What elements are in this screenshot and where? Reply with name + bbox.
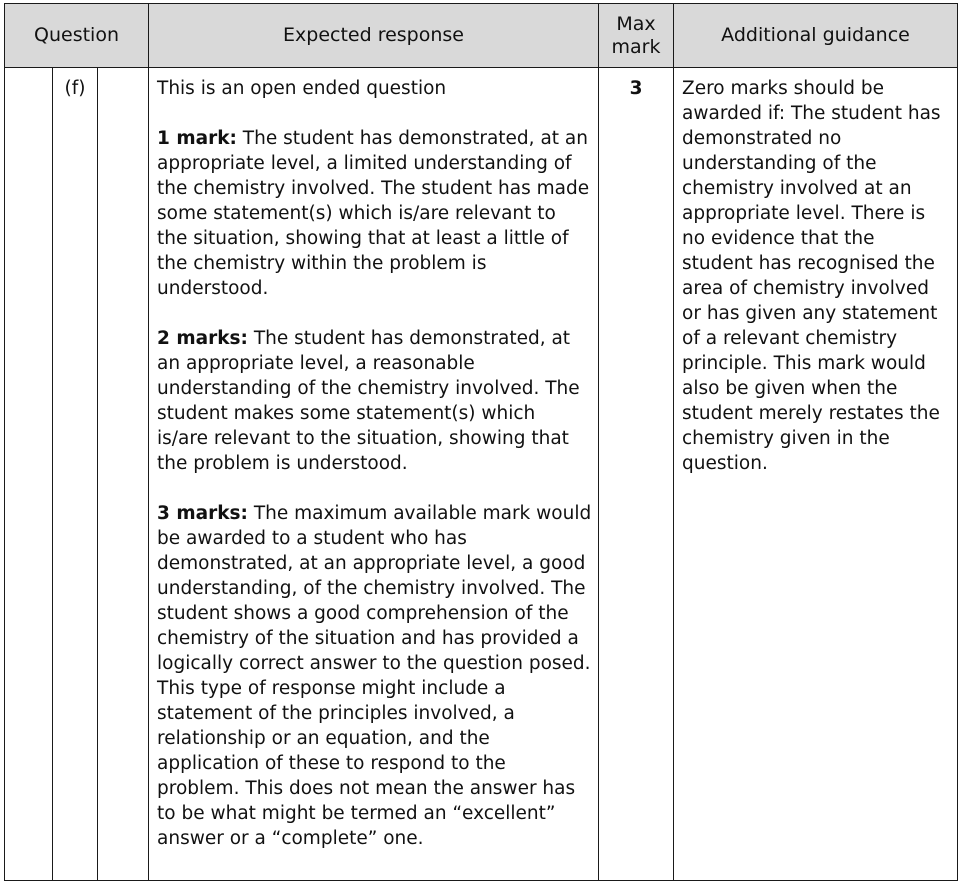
header-max-mark-line1: Max [616,12,656,35]
additional-guidance-text: Zero marks should be awarded if: The student has demonstrated no understanding of the chemistry involved at an appropriate level. There is no evidence that the student has recognised the area of chemistry involved or has given any statement of a relevant chemistry principle. This mark would also be given when the student merely restates the chemistry given in the question. [682,78,941,474]
mark-3-description [157,501,592,851]
question-part: (f) [64,78,86,99]
question-number-cell [5,68,53,881]
max-mark-cell [599,68,674,881]
mark-1-text: The student has demonstrated, at an appropriate level, a limited understanding of the chemistry involved. The student has made some statement(s) which is/are relevant to the situation, showing that at least a little of the chemistry within the problem is understood. [157,128,590,299]
additional-guidance-cell [674,68,958,881]
marking-scheme-table [4,3,958,881]
header-expected-response: Expected response [149,4,599,68]
max-mark-value: 3 [629,78,643,99]
header-row [5,4,958,68]
mark-2-description [157,326,592,476]
mark-1-label: 1 mark: [157,128,237,149]
expected-response-cell [149,68,599,881]
header-additional-guidance: Additional guidance [674,4,958,68]
mark-1-description [157,126,592,301]
mark-2-text: The student has demonstrated, at an appropriate level, a reasonable understanding of the chemistry involved. The student makes some statement(s) which is/are relevant to the situation, showing that the problem is understood. [157,328,580,474]
header-question: Question [5,4,149,68]
question-part-cell [53,68,98,881]
header-max-mark-line2: mark [611,35,661,58]
table-row [5,68,958,881]
mark-3-label: 3 marks: [157,503,248,524]
mark-2-label: 2 marks: [157,328,248,349]
expected-response-text [149,68,598,851]
question-subpart-cell [98,68,149,881]
expected-intro: This is an open ended question [157,78,447,99]
header-max-mark [599,4,674,68]
mark-3-text: The maximum available mark would be awarded to a student who has demonstrated, at an appropriate level, a good understanding, of the chemistry involved. The student shows a good comprehension of the chemistry of the situation and has provided a logically correct answer to the question posed. This type of response might include a statement of the principles involved, a relationship or an equation, and the application of these to respond to the problem. This does not mean the answer has to be what might be termed an “excellent” answer or a “complete” one. [157,503,592,849]
